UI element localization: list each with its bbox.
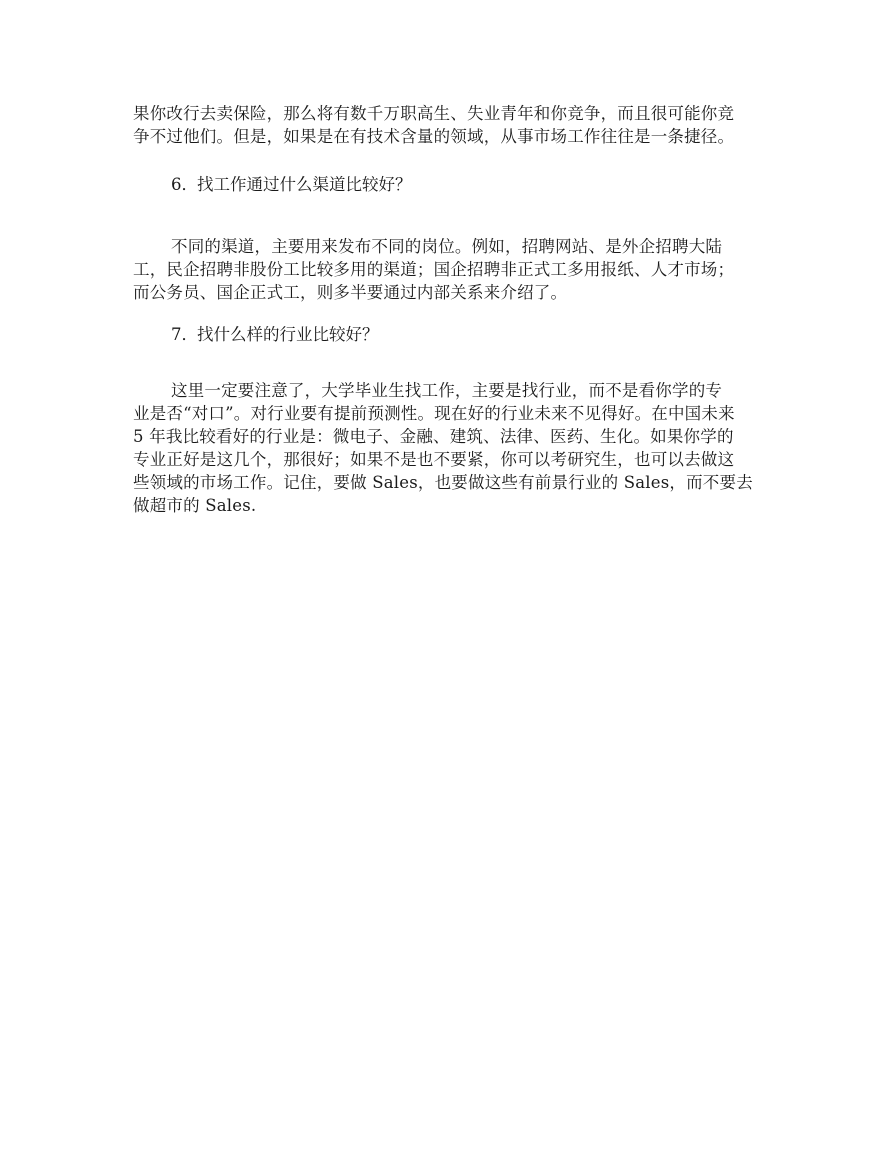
question-6-text: 找工作通过什么渠道比较好？ [197,175,412,194]
paragraph-line: 些领域的市场工作。记住，要做 Sales，也要做这些有前景行业的 Sales，而不要去 [133,473,753,492]
question-7-heading [171,323,379,346]
paragraph-line: 业是否“对口”。对行业要有提前预测性。现在好的行业未来不见得好。在中国未来 [133,404,735,423]
paragraph-line: 不同的渠道，主要用来发布不同的岗位。例如，招聘网站、是外企招聘大陆 [171,237,723,256]
paragraph-line: 5 年我比较看好的行业是：微电子、金融、建筑、法律、医药、生化。如果你学的 [133,427,734,446]
paragraph-line: 做超市的 Sales. [133,496,257,515]
question-7-number: 7． [171,325,198,344]
paragraph-line: 争不过他们。但是，如果是在有技术含量的领域，从事市场工作往往是一条捷径。 [133,127,735,146]
answer-6-paragraph [133,235,768,304]
question-6-heading [171,173,412,196]
paragraph-line: 这里一定要注意了，大学毕业生找工作，主要是找行业，而不是看你学的专 [171,381,723,400]
answer-7-paragraph [133,379,768,517]
paragraph-line: 专业正好是这几个，那很好；如果不是也不要紧，你可以考研究生，也可以去做这 [133,450,735,469]
paragraph-line: 工，民企招聘非股份工比较多用的渠道；国企招聘非正式工多用报纸、人才市场； [133,260,735,279]
question-6-number: 6． [171,175,198,194]
paragraph-line: 而公务员、国企正式工，则多半要通过内部关系来介绍了。 [133,283,568,302]
paragraph-line: 果你改行去卖保险，那么将有数千万职高生、失业青年和你竞争，而且很可能你竞 [133,104,735,123]
intro-paragraph [133,102,768,148]
question-7-text: 找什么样的行业比较好？ [197,325,379,344]
